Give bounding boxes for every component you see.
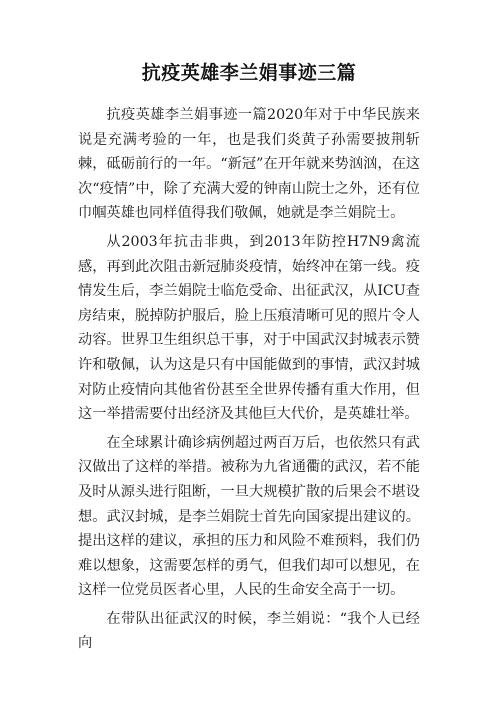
paragraph-1: 抗疫英雄李兰娟事迹一篇2020年对于中华民族来说是充满考验的一年，也是我们炎黄子孙需要披荆斩棘，砥砺前行的一年。“新冠”在开年就来势汹汹，在这次“疫情”中，除了充满大爱的钟南山院士之外，还有位巾帼英雄也同样值得我们敬佩，她就是李兰娟院士。 [78, 107, 420, 222]
document-title: 抗疫英雄李兰娟事迹三篇 [141, 62, 357, 84]
paragraph-3: 在全球累计确诊病例超过两百万后，也依然只有武汉做出了这样的举措。被称为九省通衢的武汉，若不能及时从源头进行阻断，一旦大规模扩散的后果会不堪设想。武汉封城，是李兰娟院士首先向国家提出建议的。提出这样的建议，承担的压力和风险不难预料，我们仍难以想象，这需要怎样的勇气，但我们却可以想见，在这样一位党员医者心里，人民的生命安全高于一切。 [78, 434, 420, 599]
paragraph-4: 在带队出征武汉的时候，李兰娟说：“我个人已经向 [78, 610, 420, 652]
paragraph-2: 从2003年抗击非典，到2013年防控H7N9禽流感，再到此次阻击新冠肺炎疫情，始终冲在第一线。疫情发生后，李兰娟院士临危受命、出征武汉，从ICU查房结束，脱掉防护服后，脸上压痕清晰可见的照片令人动容。世界卫生组织总干事，对于中国武汉封城表示赞许和敬佩，认为这是只有中国能做到的事情，武汉封城对防止疫情向其他省份甚至全世界传播有重大作用，但这一举措需要付出经济及其他巨大代价，是英雄壮举。 [78, 233, 420, 423]
